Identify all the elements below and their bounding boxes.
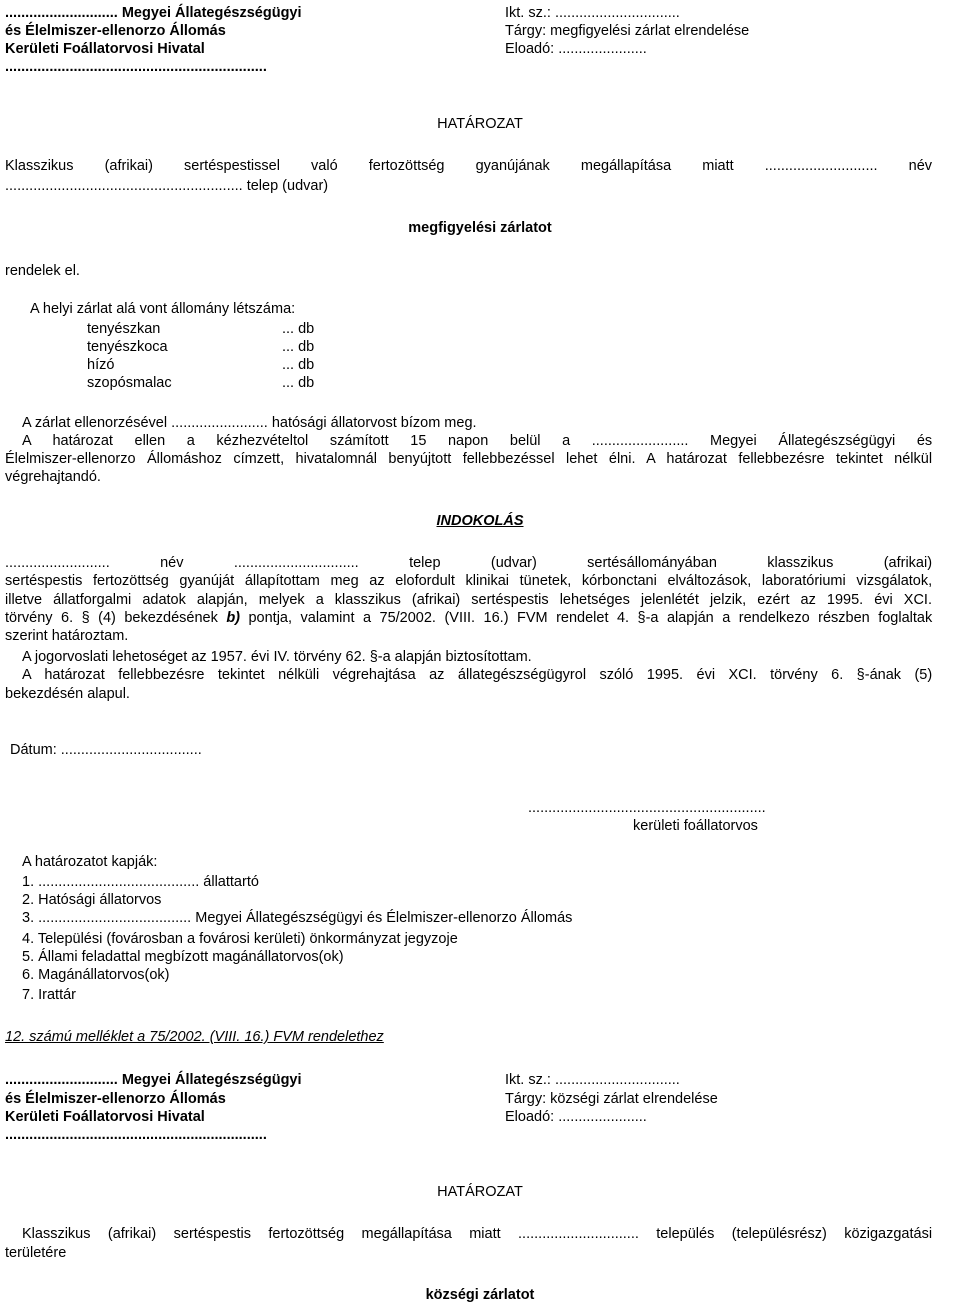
word: jelenlétét (640, 592, 699, 608)
word: ........................ (591, 433, 689, 449)
word: klasszikus (334, 592, 401, 608)
word: állatforgalmi (53, 592, 132, 608)
word: Megyei (710, 433, 757, 449)
doc1-reason-line-2 (5, 572, 932, 590)
word: meg (330, 573, 359, 589)
word: sertéspestis (471, 592, 549, 608)
doc1-date: Dátum: ................................... (10, 742, 202, 758)
word: (udvar) (490, 555, 537, 571)
word: 4. (616, 610, 630, 626)
word: tekintet (835, 451, 883, 467)
word: fellebbezésre (738, 451, 825, 467)
word: évi (696, 667, 716, 683)
word: illetve (5, 592, 43, 608)
word: gyanúját (179, 573, 235, 589)
word: napon (447, 433, 489, 449)
doc2-decision: községi zárlatot (425, 1287, 535, 1303)
word: az (369, 573, 385, 589)
word: sertéspestissel (184, 158, 280, 174)
word: sertésállományában (587, 555, 717, 571)
doc1-herd-heading: A helyi zárlat alá vont állomány létszáma: (30, 301, 296, 317)
word: miatt (469, 1226, 501, 1242)
doc1-reason-title: INDOKOLÁS (436, 513, 524, 529)
doc1-signature-line: ........................................................... (528, 800, 766, 816)
word: .......................... (5, 555, 110, 571)
recipient-item: 2. Hatósági állatorvos (22, 892, 162, 908)
doc1-intro-line-2: ........................................................... telep (udvar) (5, 178, 329, 194)
word: alapján (666, 610, 714, 626)
word: település (656, 1226, 715, 1242)
word: hivatalomnál (295, 451, 377, 467)
word: Klasszikus (5, 158, 74, 174)
word: foglaltak (878, 610, 933, 626)
doc1-office-line-2: és Élelmiszer-ellenorzo Állomás (5, 23, 226, 39)
recipient-item: 7. Irattár (22, 987, 76, 1003)
recipient-item: 5. Állami feladattal megbízott magánállatorvos(ok) (22, 949, 344, 965)
word: valamint (300, 610, 355, 626)
word: ezért (757, 592, 790, 608)
word: fellebbezéssel (462, 451, 555, 467)
word: jelzik, (709, 592, 747, 608)
word: határozat (44, 667, 105, 683)
doc2-title: HATÁROZAT (437, 1184, 523, 1200)
doc1-exec-line-1 (22, 666, 932, 684)
word: rendelkezo (738, 610, 810, 626)
word: fertozöttség (93, 573, 169, 589)
word: kézhezvételtol (216, 433, 309, 449)
recipient-item: 3. ...................................... Megyei Állategészségügyi és Élelmiszer-ellenorzo Állomás (22, 910, 573, 926)
recipient-item: 1. ........................................ állattartó (22, 874, 259, 890)
annex-title: 12. számú melléklet a 75/2002. (VIII. 16.) FVM rendelethez (5, 1029, 384, 1045)
doc1-decision: megfigyelési zárlatot (408, 220, 552, 236)
doc1-reason-line-5: szerint határoztam. (5, 628, 129, 644)
herd-name: tenyészkoca (87, 339, 168, 355)
doc2-office-line-2: és Élelmiszer-ellenorzo Állomás (5, 1091, 226, 1107)
word: klasszikus (767, 555, 834, 571)
word: alapján, (196, 592, 248, 608)
word: 1995. (646, 667, 684, 683)
recipient-item: 4. Települési (fovárosban a fovárosi kerületi) önkormányzat jegyzoje (22, 931, 458, 947)
doc1-reason-line-3 (5, 591, 932, 609)
word: A (22, 433, 31, 449)
word: határozat (666, 451, 727, 467)
word: 16.) (483, 610, 509, 626)
word: címzett, (233, 451, 285, 467)
word: belül (509, 433, 541, 449)
word: élni. (608, 451, 636, 467)
word: évi (874, 592, 893, 608)
word: elofordult (395, 573, 455, 589)
word: fellebbezésre (118, 667, 205, 683)
doc1-appeal-line-2 (5, 450, 932, 468)
word: megállapítása (361, 1226, 452, 1242)
word: az (800, 592, 816, 608)
word: (5) (914, 667, 933, 683)
doc1-supervision: A zárlat ellenorzésével ........................ hatósági állatorvost bízom meg. (22, 415, 477, 431)
word: § (81, 610, 90, 626)
word: .............................. (518, 1226, 639, 1242)
word: A (22, 667, 31, 683)
word: gyanújának (475, 158, 550, 174)
doc1-office-line-3: Kerületi Foállatorvosi Hivatal (5, 41, 205, 57)
word: pontja, (248, 610, 293, 626)
word: XCI. (728, 667, 757, 683)
word: állategészségügyrol (457, 667, 587, 683)
word: (afrikai) (411, 592, 461, 608)
word: (afrikai) (883, 555, 933, 571)
doc1-exec-line-2: bekezdésén alapul. (5, 686, 130, 702)
word: a (186, 433, 195, 449)
doc2-intro-line-2: területére (5, 1245, 67, 1261)
word: vizsgálatok, (856, 573, 933, 589)
doc1-subject: Tárgy: megfigyelési zárlat elrendelése (505, 23, 750, 39)
word: adatok (142, 592, 186, 608)
word: telep (409, 555, 441, 571)
word: bekezdésének (124, 610, 218, 626)
herd-name: hízó (87, 357, 115, 373)
word: Élelmiszer-ellenorzo (5, 451, 136, 467)
word: törvény (5, 610, 53, 626)
word: közigazgatási (844, 1226, 933, 1242)
word: és (916, 433, 933, 449)
doc1-intro-line-1 (5, 157, 932, 175)
word: határozat (52, 433, 113, 449)
herd-count: ... db (282, 321, 315, 337)
word: a (562, 433, 571, 449)
word: tünetek, (519, 573, 572, 589)
doc1-office-line-4: ................................................................. (5, 59, 267, 75)
word: benyújtott (388, 451, 452, 467)
word: részben (818, 610, 870, 626)
word: nélkül (894, 451, 933, 467)
word: állapítottam (244, 573, 320, 589)
word: XCI. (903, 592, 932, 608)
word: 6. (831, 667, 844, 683)
word: a (315, 592, 324, 608)
word: lehetséges (559, 592, 630, 608)
word: név (908, 158, 933, 174)
word: A (646, 451, 655, 467)
doc2-office-line-4: ................................................................. (5, 1127, 267, 1143)
doc2-officer: Eloadó: ...................... (505, 1109, 647, 1125)
word: elváltozások, (667, 573, 752, 589)
word: tekintet (217, 667, 265, 683)
word: törvény (770, 667, 818, 683)
word: Klasszikus (22, 1226, 91, 1242)
word: számított (329, 433, 389, 449)
doc1-reason-line-1 (5, 554, 932, 572)
doc1-office-line-1: ............................ Megyei Állategészségügyi (5, 5, 302, 21)
word: név (160, 555, 184, 571)
herd-value: ... db (282, 375, 315, 391)
word: kórbonctani (581, 573, 657, 589)
herd-name: tenyészkan (87, 321, 161, 337)
word: ellen (134, 433, 166, 449)
word: Állomáshoz (146, 451, 222, 467)
doc1-remedy: A jogorvoslati lehetoséget az 1957. évi IV. törvény 62. §-a alapján biztosítottam. (22, 649, 532, 665)
doc1-appeal-line-1 (22, 432, 932, 450)
word: ............................ (764, 158, 878, 174)
herd-value: ... db (282, 357, 315, 373)
word: fertozöttség (368, 158, 445, 174)
doc2-office-line-3: Kerületi Foállatorvosi Hivatal (5, 1109, 205, 1125)
doc1-signature-title: kerületi foállatorvos (633, 818, 758, 834)
doc1-appeal-line-3: végrehajtandó. (5, 469, 101, 485)
word: FVM (517, 610, 548, 626)
word: §-a (637, 610, 659, 626)
word: a (362, 610, 372, 626)
word: ............................... (233, 555, 359, 571)
word: Állategészségügyi (778, 433, 896, 449)
word: (afrikai) (107, 1226, 157, 1242)
doc2-file-number: Ikt. sz.: ............................... (505, 1072, 680, 1088)
word: sertéspestis (5, 573, 83, 589)
word: (4) (98, 610, 116, 626)
doc2-subject: Tárgy: községi zárlat elrendelése (505, 1091, 718, 1107)
doc1-title: HATÁROZAT (437, 116, 523, 132)
word: nélküli (278, 667, 320, 683)
point-b: b) (226, 610, 241, 626)
doc2-office-line-1: ............................ Megyei Állategészségügyi (5, 1072, 302, 1088)
word: miatt (702, 158, 734, 174)
word: (településrész) (731, 1226, 827, 1242)
word: végrehajtása (332, 667, 416, 683)
herd-value: ... db (282, 339, 315, 355)
word: megállapítása (580, 158, 672, 174)
doc1-order: rendelek el. (5, 263, 80, 279)
doc2-intro-line-1 (22, 1225, 932, 1243)
doc1-reason-line-4 (5, 609, 932, 627)
word: §-ának (856, 667, 902, 683)
doc1-recipients-heading: A határozatot kapják: (22, 854, 158, 870)
word: 15 (410, 433, 427, 449)
word: sertéspestis (173, 1226, 251, 1242)
herd-name: szopósmalac (87, 375, 172, 391)
word: 1995. (826, 592, 864, 608)
herd-value (282, 320, 314, 338)
word: szóló (599, 667, 634, 683)
word: rendelet (556, 610, 609, 626)
word: fertozöttség (268, 1226, 345, 1242)
word: melyek (258, 592, 305, 608)
word: 75/2002. (379, 610, 436, 626)
word: (afrikai) (104, 158, 153, 174)
word: a (722, 610, 731, 626)
word: 6. (61, 610, 74, 626)
word: (VIII. (444, 610, 476, 626)
doc1-file-number: Ikt. sz.: ............................... (505, 5, 680, 21)
recipient-item: 6. Magánállatorvos(ok) (22, 967, 170, 983)
word: laboratóriumi (761, 573, 846, 589)
word: az (429, 667, 445, 683)
word: klinikai (465, 573, 510, 589)
word: való (311, 158, 338, 174)
word: lehet (566, 451, 598, 467)
doc1-officer: Eloadó: ...................... (505, 41, 647, 57)
